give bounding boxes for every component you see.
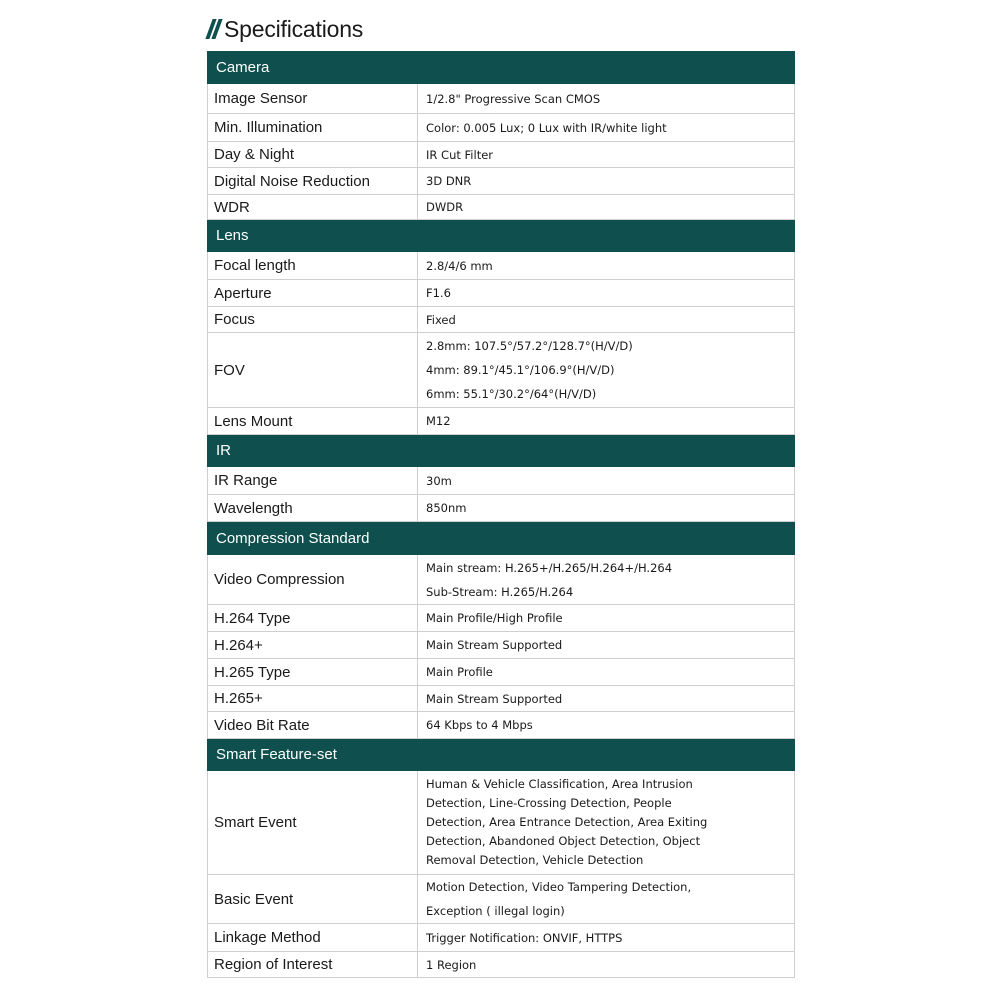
spec-value-line: M12	[426, 414, 451, 428]
spec-value-line: Detection, Area Entrance Detection, Area Exiting	[426, 815, 708, 829]
spec-value	[418, 307, 795, 333]
section-header	[208, 739, 795, 771]
spec-label: Focal length	[208, 252, 418, 280]
spec-label: Min. Illumination	[208, 114, 418, 142]
spec-row	[208, 659, 795, 686]
spec-value	[418, 142, 795, 168]
spec-value-line: Main stream: H.265+/H.265/H.264+/H.264	[426, 560, 673, 575]
spec-value	[418, 555, 795, 605]
spec-row	[208, 114, 795, 142]
spec-value-line: 4mm: 89.1°/45.1°/106.9°(H/V/D)	[426, 363, 615, 377]
section-title: Lens	[208, 220, 795, 252]
spec-label: Smart Event	[208, 771, 418, 875]
spec-value-line: 2.8mm: 107.5°/57.2°/128.7°(H/V/D)	[426, 339, 633, 353]
spec-value-line: 64 Kbps to 4 Mbps	[426, 718, 533, 732]
spec-value-line: Main Profile/High Profile	[426, 611, 563, 625]
section-title: Smart Feature-set	[208, 739, 795, 771]
spec-row	[208, 84, 795, 114]
spec-row	[208, 686, 795, 712]
spec-row	[208, 280, 795, 307]
spec-label: Lens Mount	[208, 408, 418, 435]
title-slash-icon	[207, 19, 221, 39]
spec-value-line: F1.6	[426, 286, 451, 300]
section-header	[208, 220, 795, 252]
spec-value	[418, 408, 795, 435]
spec-value	[418, 168, 795, 195]
section-title: Camera	[208, 52, 795, 84]
spec-value	[418, 686, 795, 712]
spec-value-line: Human & Vehicle Classification, Area Intrusion	[426, 777, 693, 791]
spec-value	[418, 333, 795, 408]
spec-value-line: 3D DNR	[426, 174, 472, 188]
spec-row	[208, 252, 795, 280]
spec-value	[418, 195, 795, 220]
spec-value	[418, 252, 795, 280]
spec-value-line: Color: 0.005 Lux; 0 Lux with IR/white light	[426, 120, 667, 135]
spec-value	[418, 632, 795, 659]
spec-row	[208, 924, 795, 952]
spec-value-line: 6mm: 55.1°/30.2°/64°(H/V/D)	[426, 387, 597, 401]
spec-label: Video Compression	[208, 555, 418, 605]
spec-value-line: Fixed	[426, 312, 456, 327]
spec-value-line: DWDR	[426, 200, 464, 214]
spec-row	[208, 168, 795, 195]
spec-row	[208, 333, 795, 408]
spec-value-line: 1/2.8" Progressive Scan CMOS	[426, 91, 601, 106]
spec-label: Image Sensor	[208, 84, 418, 114]
spec-value	[418, 495, 795, 522]
spec-row	[208, 712, 795, 739]
spec-row	[208, 495, 795, 522]
spec-value	[418, 84, 795, 114]
spec-row	[208, 408, 795, 435]
spec-value	[418, 712, 795, 739]
spec-label: Region of Interest	[208, 952, 418, 978]
spec-value-line: IR Cut Filter	[426, 147, 494, 162]
spec-value	[418, 605, 795, 632]
section-title: Compression Standard	[208, 522, 795, 555]
spec-label: H.264 Type	[208, 605, 418, 632]
spec-value	[418, 771, 795, 875]
spec-value-line: 30m	[426, 473, 452, 488]
spec-value-line: Main Stream Supported	[426, 691, 563, 706]
spec-value-line: Main Stream Supported	[426, 638, 563, 652]
spec-value-line: Exception ( illegal login)	[426, 904, 565, 918]
spec-row	[208, 632, 795, 659]
spec-value-line: Detection, Abandoned Object Detection, Object	[426, 834, 701, 848]
spec-value-line: 2.8/4/6 mm	[426, 258, 493, 273]
spec-label: Wavelength	[208, 495, 418, 522]
spec-value-line: Removal Detection, Vehicle Detection	[426, 853, 644, 867]
section-header	[208, 52, 795, 84]
spec-row	[208, 555, 795, 605]
page-title	[207, 14, 363, 44]
spec-label: Video Bit Rate	[208, 712, 418, 739]
spec-row	[208, 952, 795, 978]
section-header	[208, 435, 795, 467]
section-header	[208, 522, 795, 555]
spec-value	[418, 875, 795, 924]
spec-label: IR Range	[208, 467, 418, 495]
spec-value	[418, 659, 795, 686]
spec-value	[418, 280, 795, 307]
spec-label: Focus	[208, 307, 418, 333]
page-title-text: Specifications	[224, 15, 364, 42]
spec-label: H.265+	[208, 686, 418, 712]
spec-row	[208, 467, 795, 495]
spec-row	[208, 771, 795, 875]
spec-value-line: Trigger Notification: ONVIF, HTTPS	[426, 930, 623, 945]
spec-value	[418, 467, 795, 495]
spec-label: Day & Night	[208, 142, 418, 168]
spec-label: FOV	[208, 333, 418, 408]
spec-value-line: Sub-Stream: H.265/H.264	[426, 584, 574, 599]
spec-label: Digital Noise Reduction	[208, 168, 418, 195]
spec-value	[418, 114, 795, 142]
spec-row	[208, 307, 795, 333]
spec-label: Linkage Method	[208, 924, 418, 952]
spec-value-line: 850nm	[426, 501, 467, 515]
spec-row	[208, 605, 795, 632]
spec-label: WDR	[208, 195, 418, 220]
spec-value-line: Main Profile	[426, 665, 493, 679]
spec-label: H.264+	[208, 632, 418, 659]
specifications-table	[207, 51, 795, 978]
spec-label: Aperture	[208, 280, 418, 307]
spec-row	[208, 142, 795, 168]
spec-value-line: Detection, Line-Crossing Detection, People	[426, 796, 672, 810]
spec-value	[418, 952, 795, 978]
spec-value	[418, 924, 795, 952]
spec-label: H.265 Type	[208, 659, 418, 686]
spec-value-line: Motion Detection, Video Tampering Detection,	[426, 880, 692, 894]
spec-row	[208, 195, 795, 220]
section-title: IR	[208, 435, 795, 467]
spec-label: Basic Event	[208, 875, 418, 924]
spec-value-line: 1 Region	[426, 957, 477, 972]
spec-row	[208, 875, 795, 924]
